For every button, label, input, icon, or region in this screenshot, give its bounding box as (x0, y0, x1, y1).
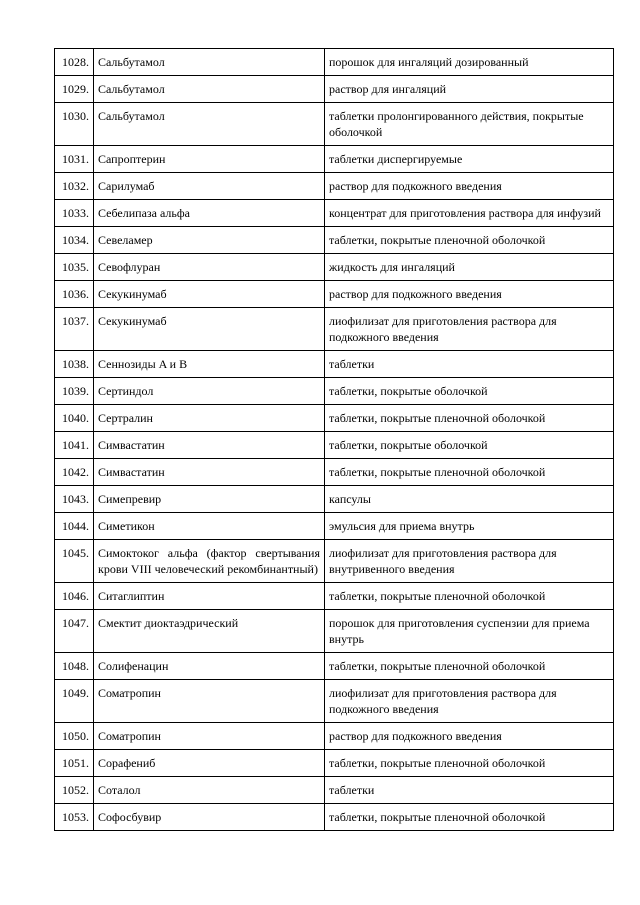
row-number: 1049. (55, 680, 94, 723)
dosage-form: капсулы (325, 486, 614, 513)
table-row (55, 723, 614, 750)
table-row (55, 432, 614, 459)
drug-name: Сапроптерин (94, 146, 325, 173)
drug-name: Сорафениб (94, 750, 325, 777)
dosage-form: таблетки диспергируемые (325, 146, 614, 173)
dosage-form: таблетки (325, 777, 614, 804)
table-row (55, 486, 614, 513)
drug-name: Смектит диоктаэдрический (94, 610, 325, 653)
drug-name: Себелипаза альфа (94, 200, 325, 227)
drug-name: Сальбутамол (94, 49, 325, 76)
dosage-form: таблетки, покрытые оболочкой (325, 432, 614, 459)
row-number: 1030. (55, 103, 94, 146)
drug-name: Симоктоког альфа (фактор свертывания крови VIII человеческий рекомбинантный) (94, 540, 325, 583)
row-number: 1039. (55, 378, 94, 405)
table-row (55, 200, 614, 227)
drug-name: Соматропин (94, 680, 325, 723)
drug-name: Секукинумаб (94, 281, 325, 308)
dosage-form: эмульсия для приема внутрь (325, 513, 614, 540)
dosage-form: лиофилизат для приготовления раствора для подкожного введения (325, 308, 614, 351)
drug-name: Симвастатин (94, 459, 325, 486)
document-page (54, 48, 614, 831)
table-row (55, 49, 614, 76)
dosage-form: концентрат для приготовления раствора для инфузий (325, 200, 614, 227)
drug-name: Секукинумаб (94, 308, 325, 351)
table-row (55, 777, 614, 804)
dosage-form: таблетки, покрытые пленочной оболочкой (325, 227, 614, 254)
table-row (55, 76, 614, 103)
row-number: 1028. (55, 49, 94, 76)
drug-name: Сертралин (94, 405, 325, 432)
drug-name: Ситаглиптин (94, 583, 325, 610)
row-number: 1053. (55, 804, 94, 831)
drug-name: Соталол (94, 777, 325, 804)
drug-name: Софосбувир (94, 804, 325, 831)
drug-name: Симетикон (94, 513, 325, 540)
table-row (55, 378, 614, 405)
row-number: 1029. (55, 76, 94, 103)
drug-table-body (55, 49, 614, 831)
row-number: 1044. (55, 513, 94, 540)
dosage-form: таблетки, покрытые пленочной оболочкой (325, 804, 614, 831)
dosage-form: таблетки, покрытые пленочной оболочкой (325, 750, 614, 777)
drug-name: Сальбутамол (94, 103, 325, 146)
table-row (55, 281, 614, 308)
dosage-form: таблетки (325, 351, 614, 378)
row-number: 1034. (55, 227, 94, 254)
dosage-form: порошок для ингаляций дозированный (325, 49, 614, 76)
table-row (55, 540, 614, 583)
row-number: 1033. (55, 200, 94, 227)
row-number: 1051. (55, 750, 94, 777)
dosage-form: лиофилизат для приготовления раствора для внутривенного введения (325, 540, 614, 583)
row-number: 1041. (55, 432, 94, 459)
table-row (55, 227, 614, 254)
drug-name: Симвастатин (94, 432, 325, 459)
dosage-form: таблетки пролонгированного действия, покрытые оболочкой (325, 103, 614, 146)
row-number: 1047. (55, 610, 94, 653)
row-number: 1031. (55, 146, 94, 173)
drug-name: Сертиндол (94, 378, 325, 405)
row-number: 1038. (55, 351, 94, 378)
table-row (55, 146, 614, 173)
table-row (55, 351, 614, 378)
drug-name: Севеламер (94, 227, 325, 254)
dosage-form: раствор для подкожного введения (325, 173, 614, 200)
table-row (55, 405, 614, 432)
row-number: 1050. (55, 723, 94, 750)
drug-name: Соматропин (94, 723, 325, 750)
row-number: 1046. (55, 583, 94, 610)
drug-name: Севофлуран (94, 254, 325, 281)
row-number: 1036. (55, 281, 94, 308)
row-number: 1040. (55, 405, 94, 432)
dosage-form: раствор для подкожного введения (325, 281, 614, 308)
row-number: 1035. (55, 254, 94, 281)
table-row (55, 513, 614, 540)
drug-name: Солифенацин (94, 653, 325, 680)
table-row (55, 254, 614, 281)
dosage-form: таблетки, покрытые пленочной оболочкой (325, 653, 614, 680)
table-row (55, 804, 614, 831)
drug-name: Сальбутамол (94, 76, 325, 103)
dosage-form: раствор для ингаляций (325, 76, 614, 103)
table-row (55, 653, 614, 680)
dosage-form: таблетки, покрытые пленочной оболочкой (325, 405, 614, 432)
row-number: 1052. (55, 777, 94, 804)
row-number: 1045. (55, 540, 94, 583)
row-number: 1037. (55, 308, 94, 351)
drug-name: Сеннозиды A и B (94, 351, 325, 378)
table-row (55, 680, 614, 723)
row-number: 1048. (55, 653, 94, 680)
dosage-form: таблетки, покрытые оболочкой (325, 378, 614, 405)
dosage-form: лиофилизат для приготовления раствора для подкожного введения (325, 680, 614, 723)
row-number: 1042. (55, 459, 94, 486)
dosage-form: порошок для приготовления суспензии для приема внутрь (325, 610, 614, 653)
table-row (55, 583, 614, 610)
table-row (55, 750, 614, 777)
dosage-form: таблетки, покрытые пленочной оболочкой (325, 459, 614, 486)
table-row (55, 308, 614, 351)
table-row (55, 610, 614, 653)
table-row (55, 103, 614, 146)
row-number: 1032. (55, 173, 94, 200)
row-number: 1043. (55, 486, 94, 513)
dosage-form: жидкость для ингаляций (325, 254, 614, 281)
drug-table (54, 48, 614, 831)
drug-name: Сарилумаб (94, 173, 325, 200)
dosage-form: раствор для подкожного введения (325, 723, 614, 750)
drug-name: Симепревир (94, 486, 325, 513)
table-row (55, 173, 614, 200)
table-row (55, 459, 614, 486)
dosage-form: таблетки, покрытые пленочной оболочкой (325, 583, 614, 610)
